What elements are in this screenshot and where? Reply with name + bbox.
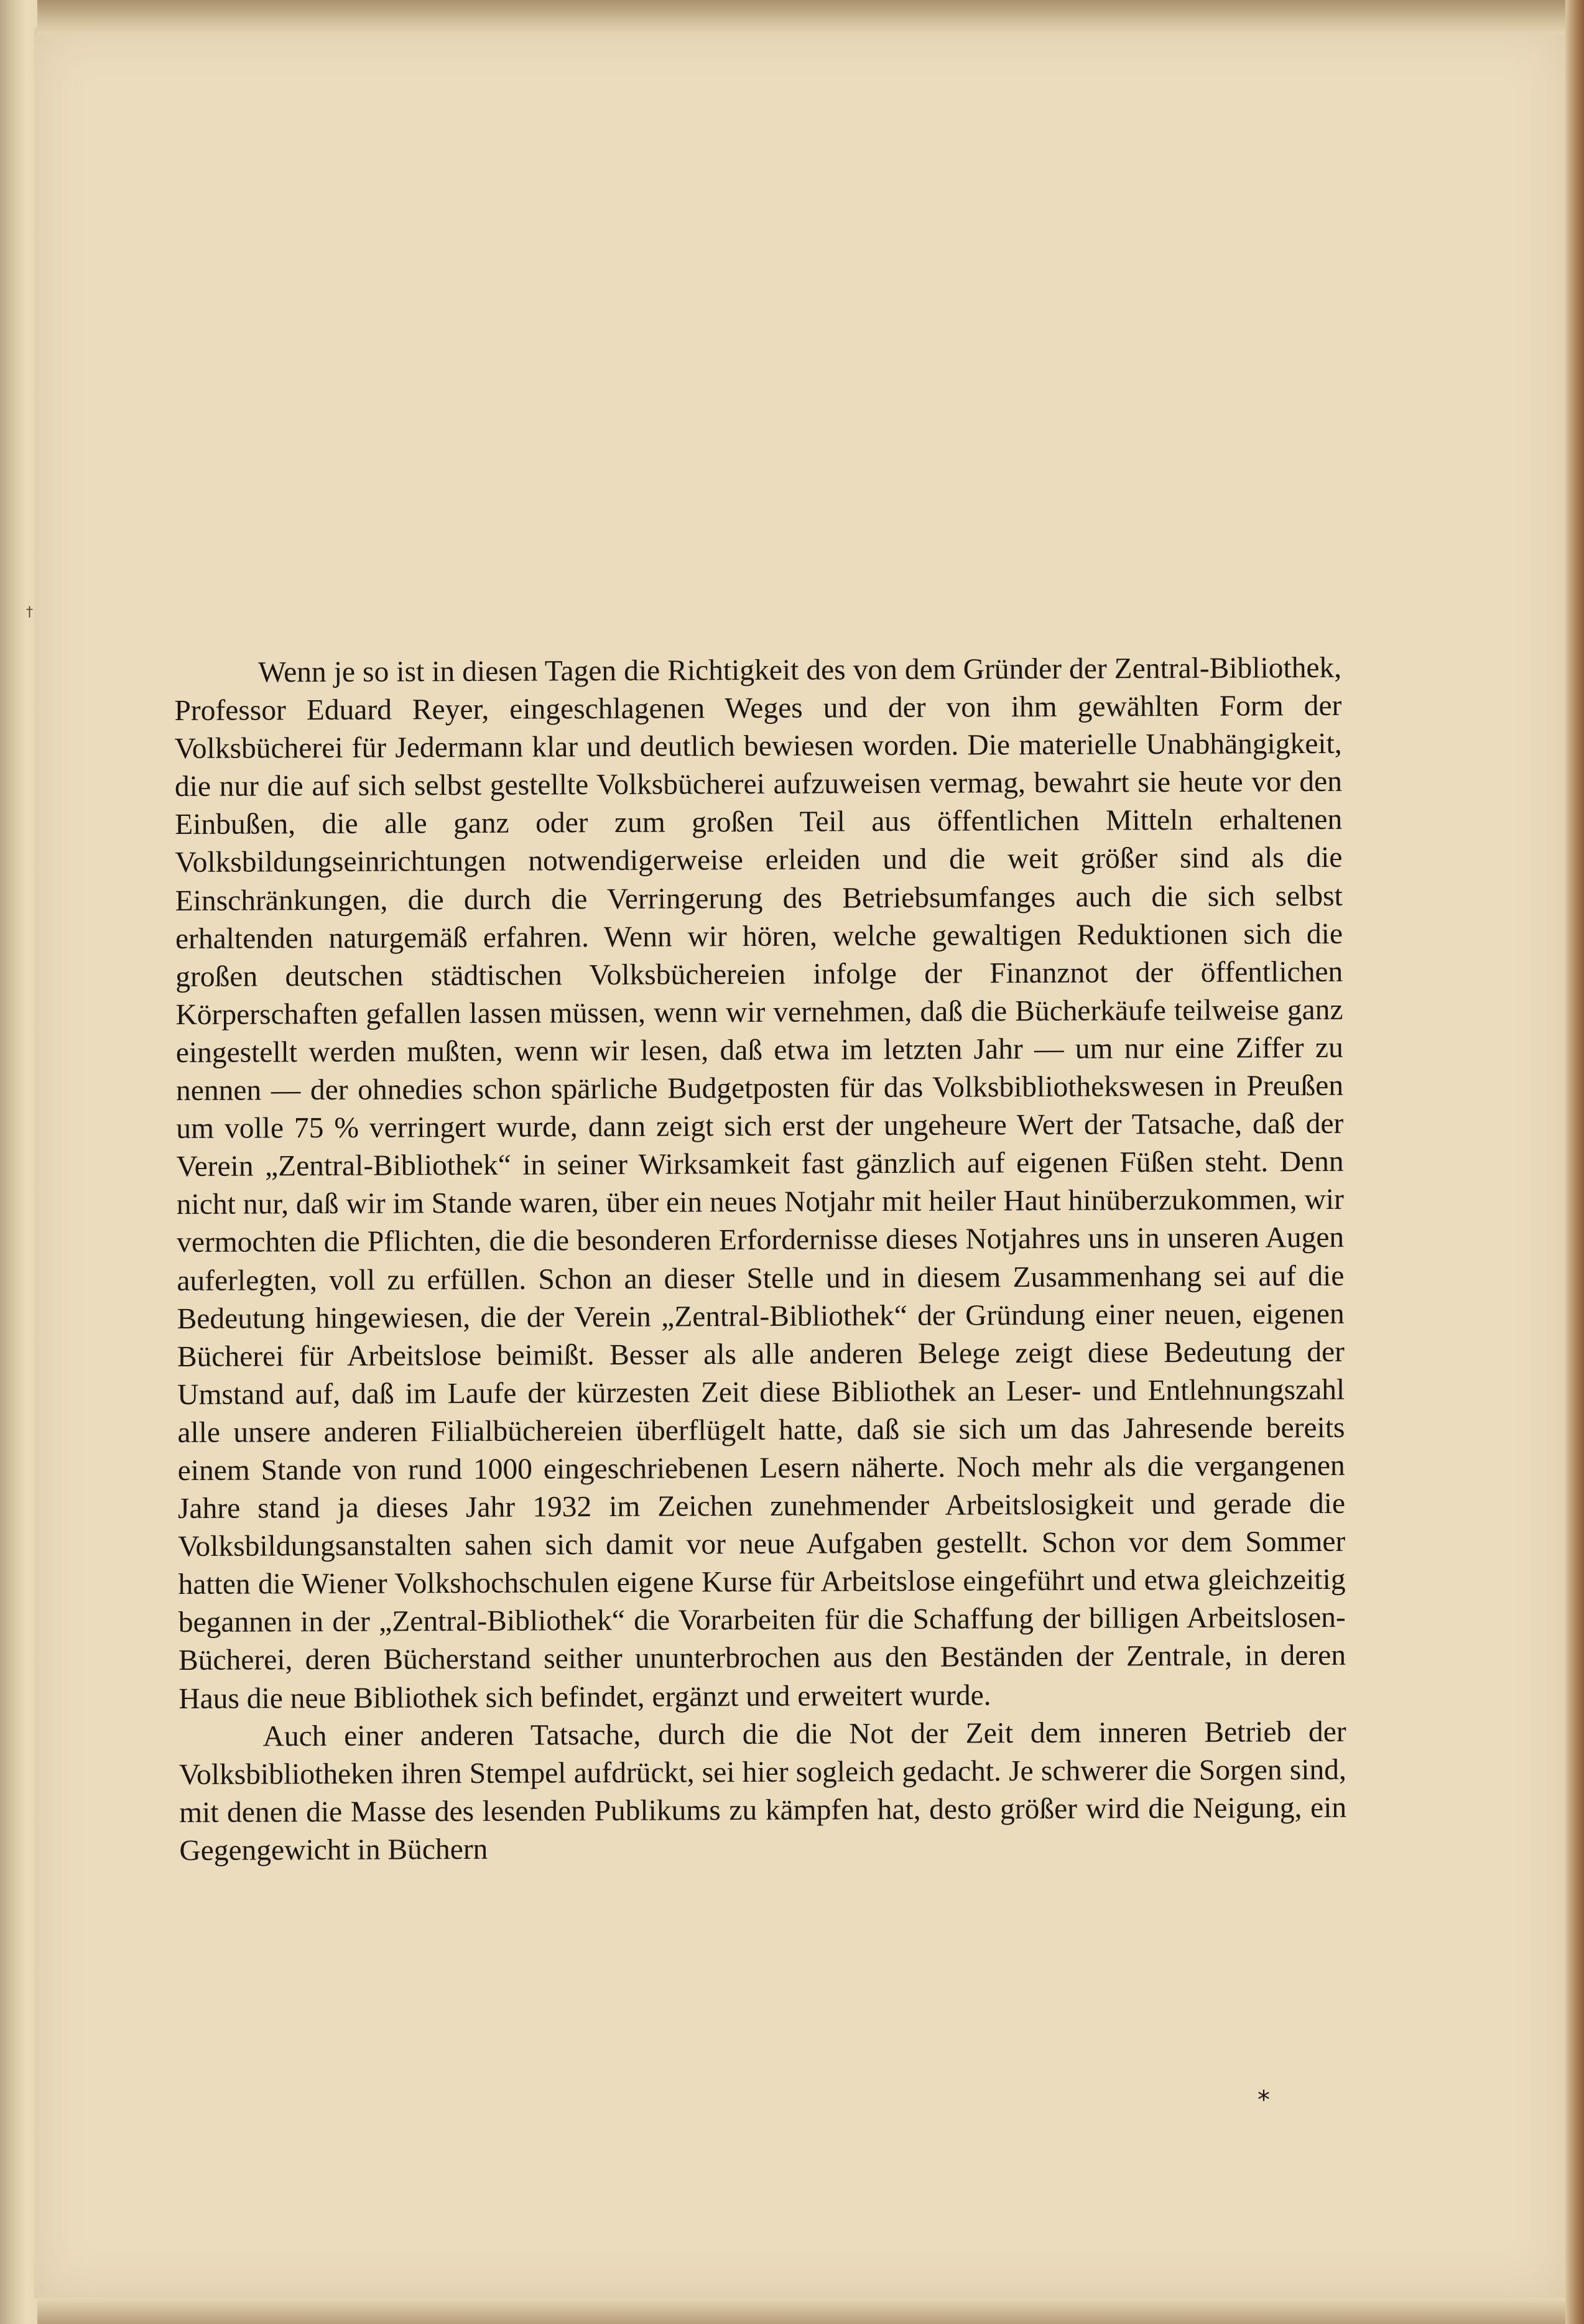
paragraph-2: Auch einer anderen Tatsache, durch die die Not der Zeit dem inneren Betrieb der Volksbibliotheken ihren Stempel aufdrückt, sei hier sogleich gedacht. Je schwerer die Sorgen sind, mit denen die Masse des lesenden Publikums zu kämpfen hat, desto größer wird die Neigung, ein Gegengewicht in Büchern [178,1715,1347,1867]
binding-mark-icon: † [26,604,33,620]
book-spine-shadow [0,0,37,2324]
page-right-edge [1565,0,1584,2324]
body-text [174,649,1347,1870]
page-bottom-edge [37,2299,1565,2324]
paragraph-1: Wenn je so ist in diesen Tagen die Richtigkeit des von dem Gründer der Zentral-Bibliothek, Professor Eduard Reyer, eingeschlagenen Weges und der von ihm gewählten Form der Volksbücherei für Jedermann klar und deutlich bewiesen worden. Die materielle Unabhängigkeit, die nur die auf sich selbst gestellte Volksbücherei aufzuweisen vermag, bewahrt sie heute vor den Einbußen, die alle ganz oder zum großen Teil aus öffentlichen Mitteln erhaltenen Volksbildungseinrichtungen notwendigerweise erleiden und die weit größer sind als die Einschränkungen, die durch die Verringerung des Betriebsumfanges auch die sich selbst erhaltenden naturgemäß erfahren. Wenn wir hören, welche gewaltigen Reduktionen sich die großen deutschen städtischen Volksbüchereien infolge der Finanznot der öffentlichen Körperschaften gefallen lassen müssen, wenn wir vernehmen, daß die Bücherkäufe teilweise ganz eingestellt werden mußten, wenn wir lesen, daß etwa im letzten Jahr — um nur eine Ziffer zu nennen — der ohnedies schon spärliche Budgetposten für das Volksbibliothekswesen in Preußen um volle 75 % verringert wurde, dann zeigt sich erst der ungeheure Wert der Tatsache, daß der Verein „Zentral-Bibliothek“ in seiner Wirksamkeit fast gänzlich auf eigenen Füßen steht. Denn nicht nur, daß wir im Stande waren, über ein neues Notjahr mit heiler Haut hinüberzukommen, wir vermochten die Pflichten, die die besonderen Erfordernisse dieses Notjahres uns in unseren Augen auferlegten, voll zu erfüllen. Schon an dieser Stelle und in diesem Zusammenhang sei auf die Bedeutung hingewiesen, die der Verein „Zentral-Bibliothek“ der Gründung einer neuen, eigenen Bücherei für Arbeitslose beimißt. Besser als alle anderen Belege zeigt diese Bedeutung der Umstand auf, daß im Laufe der kürzesten Zeit diese Bibliothek an Leser- und Entlehnungszahl alle unsere anderen Filialbüchereien überflügelt hatte, daß sie sich um das Jahresende bereits einem Stande von rund 1000 eingeschriebenen Lesern näherte. Noch mehr als die vergangenen Jahre stand ja dieses Jahr 1932 im Zeichen zunehmender Arbeitslosigkeit und gerade die Volksbildungsanstalten sahen sich damit vor neue Aufgaben gestellt. Schon vor dem Sommer hatten die Wiener Volkshochschulen eigene Kurse für Arbeitslose eingeführt und etwa gleichzeitig begannen in der „Zentral-Bibliothek“ die Vorarbeiten für die Schaffung der billigen Arbeitslosen-Bücherei, deren Bücherstand seither ununterbrochen aus den Beständen der Zentrale, in deren Haus die neue Bibliothek sich befindet, ergänzt und erweitert wurde. [174,651,1346,1715]
signature-mark: * [1257,2086,1270,2114]
page-top-edge [37,0,1565,34]
